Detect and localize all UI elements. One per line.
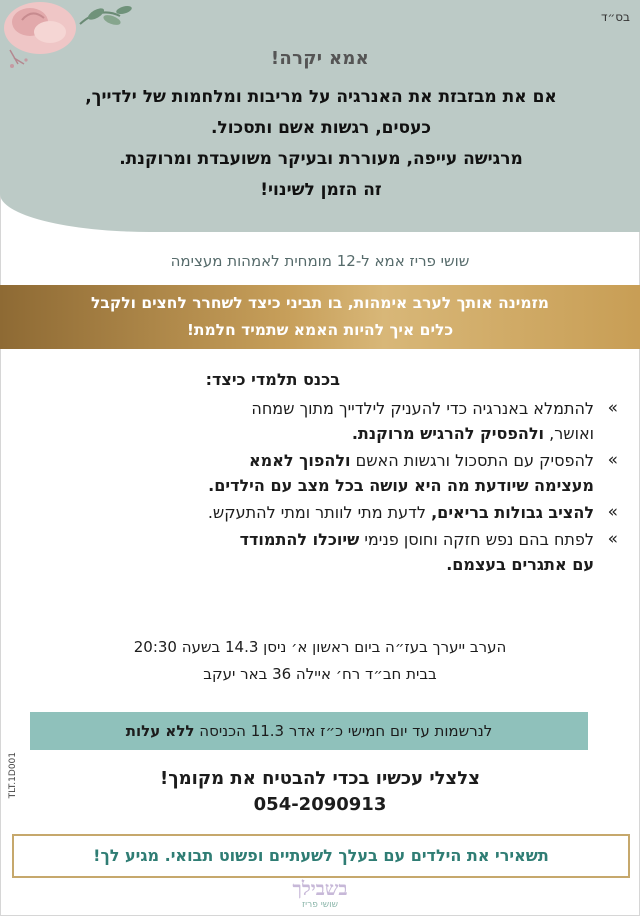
list-item [28, 500, 618, 525]
flower-decoration-icon [0, 0, 150, 82]
event-location: בבית חב״ד רח׳ איילה 36 באר יעקב [203, 665, 437, 683]
invite-line: כלים איך להיות האמא שתמיד חלמת! [186, 321, 454, 339]
header-line: אם את מבזבזת את האנרגיה על מריבות ומלחמות של ילדייך, [85, 87, 557, 107]
header-line: כעסים, רגשות אשם ותסכול. [210, 118, 432, 138]
list-item [28, 527, 618, 577]
phone-number[interactable]: 054-2090913 [253, 794, 387, 815]
bullet-icon: » [607, 450, 618, 470]
bullet-icon: » [607, 502, 618, 522]
logo-sub: שושי פריז [302, 900, 338, 910]
side-code: TLT.1D001 [8, 752, 18, 799]
bullet-line: לפתח בהם נפש חזקה וחוסן פנימי שיוכלו להתמודד [239, 530, 594, 549]
logo [280, 878, 360, 914]
invite-band [0, 285, 640, 349]
bullet-line: להפסיק עם התסכול ורגשות האשם ולהפוך לאמא [248, 451, 594, 470]
learn-heading: בכנס תלמדי כיצד: [205, 370, 340, 389]
subtitle: שושי פריז אמא ל-12 מומחית לאמהות מעצימה [170, 252, 470, 270]
bullet-icon: » [607, 398, 618, 418]
call-text: צלצלי עכשיו בכדי להבטיח את מקומך! [160, 768, 480, 789]
invite-line: מזמינה אותך לערב אימהות, בו תביני כיצד לשחרר לחצים ולקבל [90, 294, 549, 312]
event-info [0, 634, 640, 688]
list-item [28, 448, 618, 498]
bullet-list [28, 396, 618, 579]
logo-name: בשבילך [292, 878, 348, 900]
register-band [30, 712, 588, 750]
header-text [18, 82, 624, 206]
header-band [0, 0, 640, 232]
event-date: הערב ייערך בעז״ה ביום ראשון א׳ ניסן 14.3 בשעה 20:30 [133, 638, 507, 656]
bullet-icon: » [607, 529, 618, 549]
bsd-label: בס״ד [600, 10, 630, 24]
register-text: לנרשמות עד יום חמישי כ״ז אדר 11.3 הכניסה [194, 722, 493, 740]
bullet-line: ואושר, ולהפסיק להרגיש מרוקנת. [351, 424, 594, 443]
register-free: ללא עלות [125, 722, 195, 740]
call-to-action [0, 766, 640, 818]
header-title: אמא יקרה! [270, 48, 370, 69]
bullet-line: מעצימה שיודעת מה היא עושה בכל מצב עם הילדים. [208, 476, 594, 495]
bullet-line: להציב גבולות בריאים, לדעת מתי לוותר ומתי להתעקש. [207, 503, 594, 522]
bullet-line: עם אתגרים בעצמם. [446, 555, 594, 574]
header-line: מרגישה עייפה, מעוררת ובעיקר משועבדת ומרוקנת. [119, 149, 523, 169]
list-item [28, 396, 618, 446]
bullet-line: להתמלא באנרגיה כדי להעניק לילדייך מתוך שמחה [251, 399, 594, 418]
footer-box: תשאירי את הילדים עם בעלך לשעתיים ופשוט תבואי. מגיע לך! [12, 834, 630, 878]
header-line: זה הזמן לשינוי! [260, 180, 382, 200]
